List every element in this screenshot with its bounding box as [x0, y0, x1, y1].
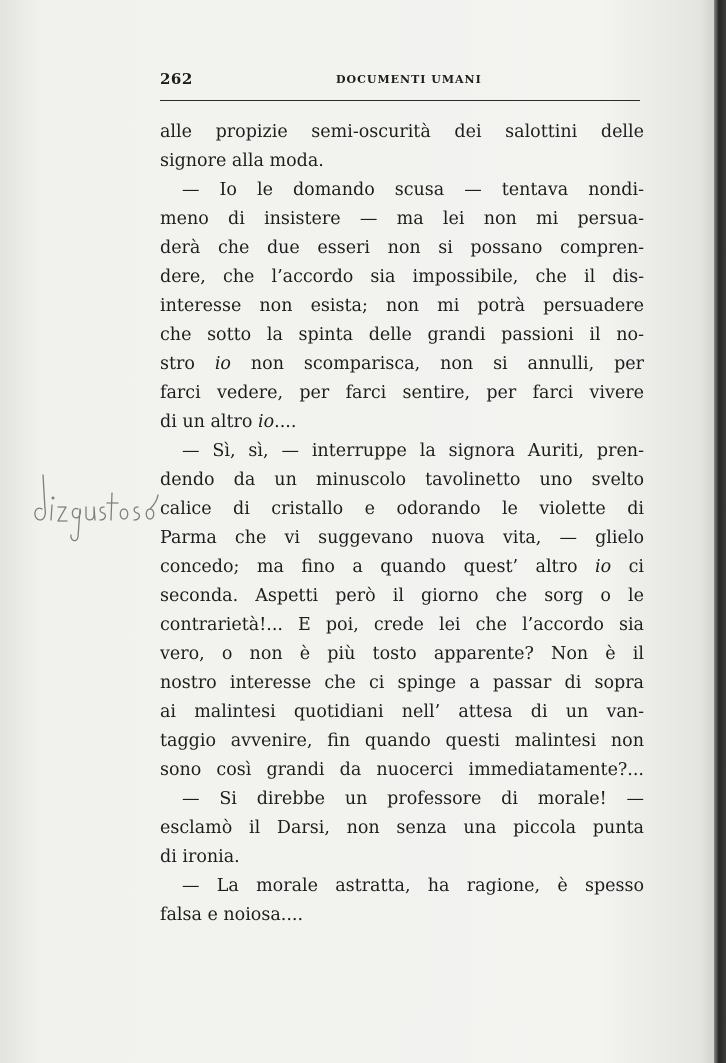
text-line: seconda. Aspetti però il giorno che sorg o le [160, 586, 644, 606]
text-line: — Io le domando scusa — tentava nondi- [182, 180, 644, 200]
text-line: concedo; ma fino a quando quest’ altro io ci [160, 557, 644, 577]
text-line: dere, che l’accordo sia impossibile, che il dis- [160, 267, 644, 287]
header-rule [160, 100, 640, 101]
text-line: farci vedere, per farci sentire, per farci vivere [160, 383, 644, 403]
text-line: taggio avvenire, fin quando questi malintesi non [160, 731, 644, 751]
text-line: interesse non esista; non mi potrà persuadere [160, 296, 644, 316]
text-line: nostro interesse che ci spinge a passar di sopra [160, 673, 644, 693]
text-line: che sotto la spinta delle grandi passioni il no- [160, 325, 644, 345]
text-line: di ironia. [160, 847, 240, 867]
text-line: signore alla moda. [160, 151, 324, 171]
text-line: — La morale astratta, ha ragione, è spesso [182, 876, 644, 896]
text-line: sono così grandi da nuocerci immediatamente?... [160, 760, 644, 780]
text-line: alle propizie semi-oscurità dei salottini delle [160, 122, 644, 142]
text-line: vero, o non è più tosto apparente? Non è il [160, 644, 644, 664]
running-title: DOCUMENTI UMANI [336, 73, 482, 86]
text-line: derà che due esseri non si possano compren- [160, 238, 644, 258]
margin-annotation [28, 465, 160, 545]
text-line: ai malintesi quotidiani nell’ attesa di un van- [160, 702, 644, 722]
text-line: di un altro io.... [160, 412, 297, 432]
binding-edge [714, 0, 726, 1063]
body-text [160, 118, 644, 930]
text-line: Parma che vi suggevano nuova vita, — glielo [160, 528, 644, 548]
text-line: meno di insistere — ma lei non mi persua- [160, 209, 644, 229]
text-line: calice di cristallo e odorando le violette di [160, 499, 644, 519]
text-line: — Si direbbe un professore di morale! — [182, 789, 644, 809]
text-line: esclamò il Darsi, non senza una piccola punta [160, 818, 644, 838]
text-line: falsa e noiosa.... [160, 905, 304, 925]
page-number: 262 [160, 70, 193, 88]
page-header [160, 70, 640, 94]
text-line: dendo da un minuscolo tavolinetto uno svelto [160, 470, 644, 490]
text-line: — Sì, sì, — interruppe la signora Auriti, pren- [182, 441, 644, 461]
handwritten-note [28, 465, 160, 545]
text-line: stro io non scomparisca, non si annulli, per [160, 354, 644, 374]
text-line: contrarietà!... E poi, crede lei che l’accordo sia [160, 615, 644, 635]
